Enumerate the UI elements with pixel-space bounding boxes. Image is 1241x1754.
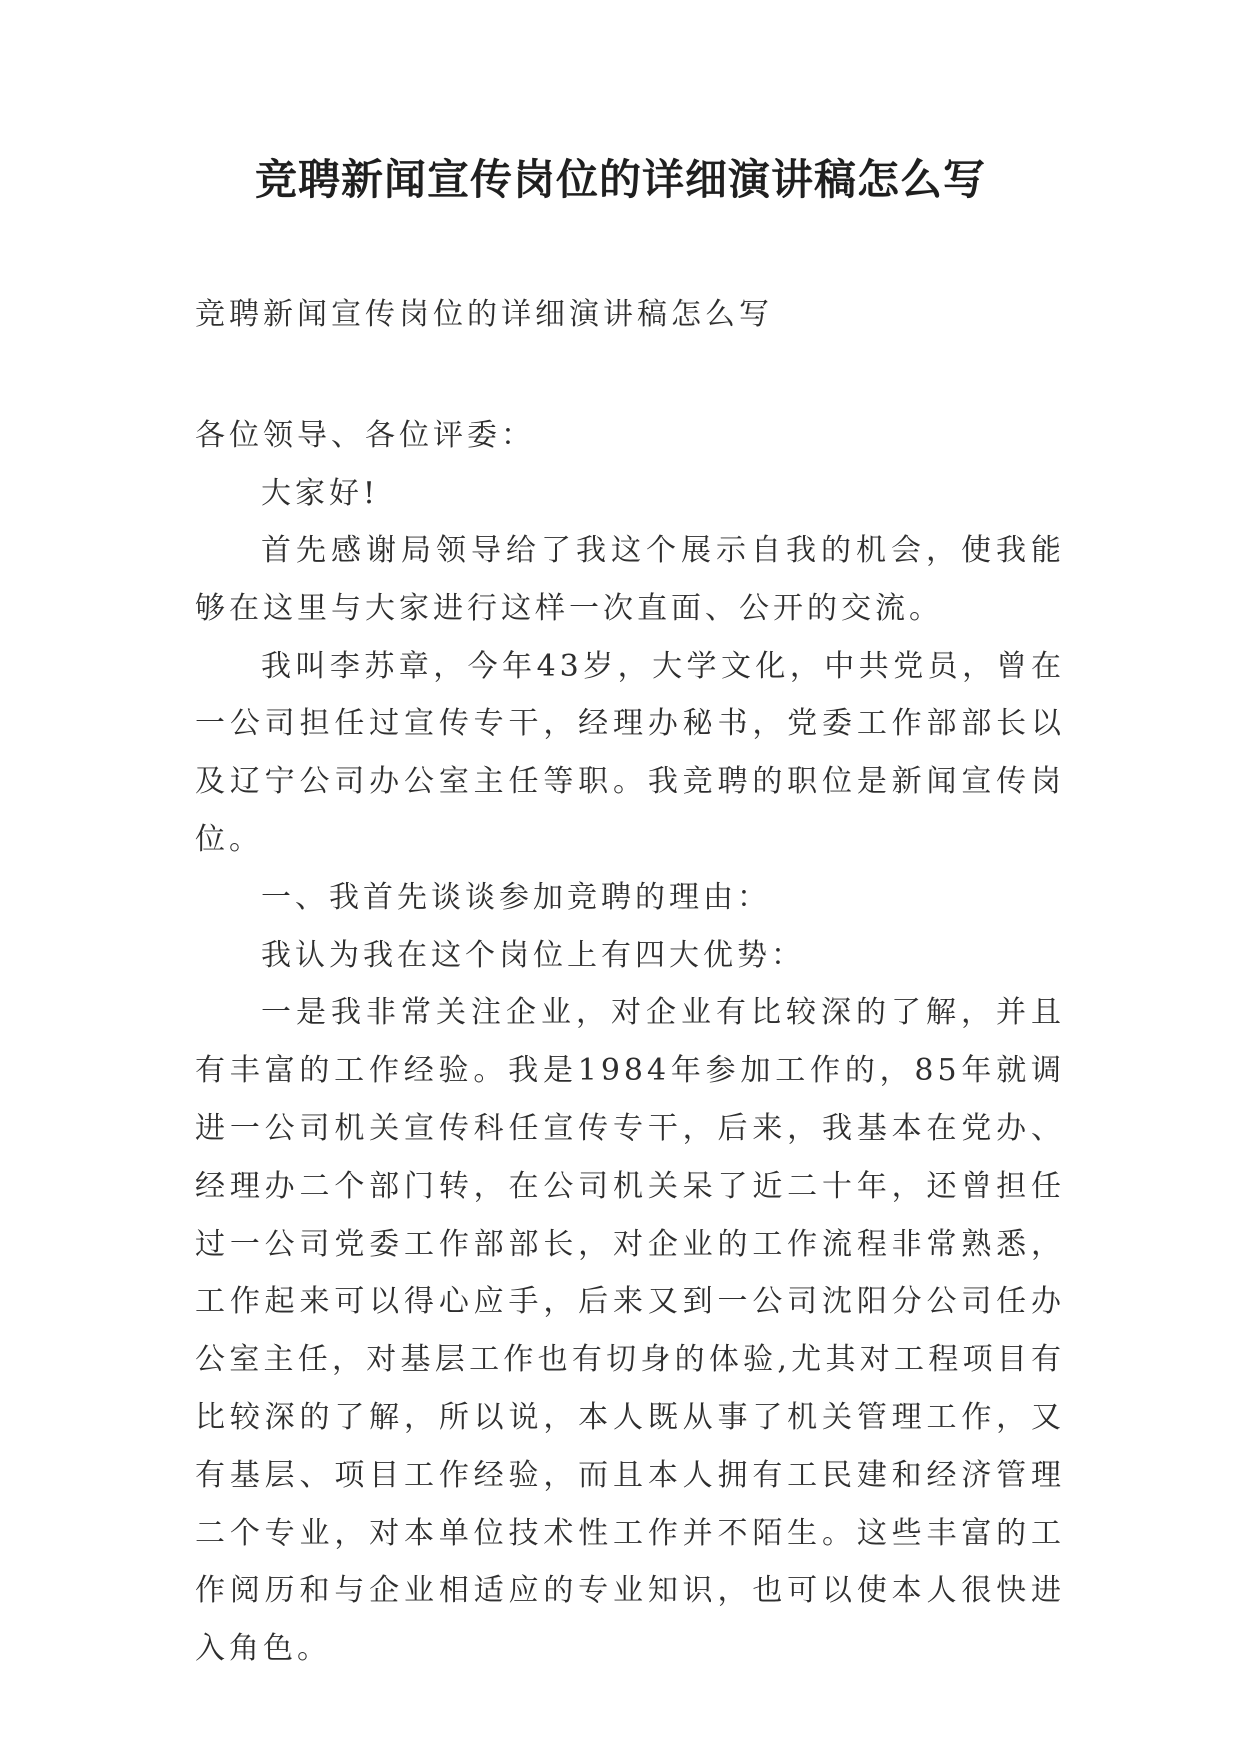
- paragraph-advantage-one: 一是我非常关注企业，对企业有比较深的了解，并且有丰富的工作经验。我是1984年参加工作的，85年就调进一公司机关宣传科任宣传专干，后来，我基本在党办、经理办二个部门转，在公司机关呆了近二十年，还曾担任过一公司党委工作部部长，对企业的工作流程非常熟悉，工作起来可以得心应手，后来又到一公司沈阳分公司任办公室主任，对基层工作也有切身的体验,尤其对工程项目有比较深的了解，所以说，本人既从事了机关管理工作，又有基层、项目工作经验，而且本人拥有工民建和经济管理二个专业，对本单位技术性工作并不陌生。这些丰富的工作阅历和与企业相适应的专业知识，也可以使本人很快进入角色。: [195, 995, 1065, 1667]
- paragraph-self-introduction: 我叫李苏章，今年43岁，大学文化，中共党员，曾在一公司担任过宣传专干，经理办秘书，党委工作部部长以及辽宁公司办公室主任等职。我竞聘的职位是新闻宣传岗位。: [195, 648, 1065, 857]
- document-subtitle: 竞聘新闻宣传岗位的详细演讲稿怎么写: [195, 297, 773, 332]
- document-title: 竞聘新闻宣传岗位的详细演讲稿怎么写: [254, 155, 986, 204]
- paragraph-section-heading: 一、我首先谈谈参加竞聘的理由：: [261, 879, 771, 915]
- paragraph-thanks: 首先感谢局领导给了我这个展示自我的机会，使我能够在这里与大家进行这样一次直面、公开的交流。: [195, 533, 1065, 626]
- body-paragraphs: [195, 522, 1065, 1678]
- paragraph-advantages-intro: 我认为我在这个岗位上有四大优势：: [261, 937, 805, 973]
- greeting: 大家好!: [261, 476, 380, 511]
- salutation: 各位领导、各位评委：: [195, 418, 535, 453]
